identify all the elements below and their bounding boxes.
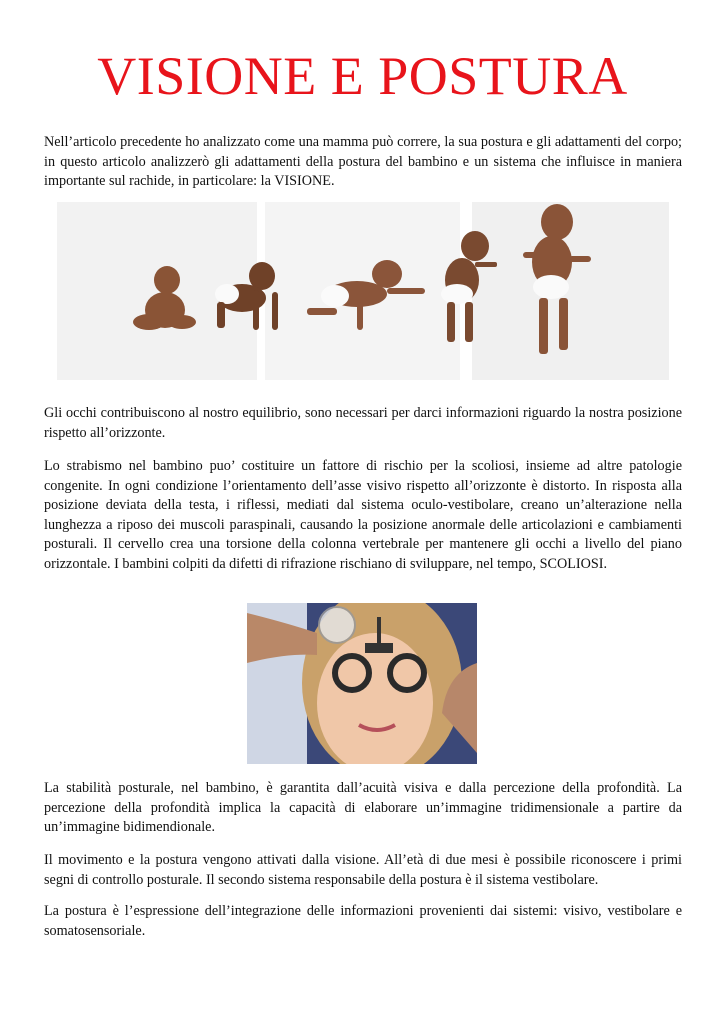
paragraph-stability: La stabilità posturale, nel bambino, è garantita dall’acuità visiva e dalla percezione della profondità. La percezione della profondità implica la capacità di elaborare un’immagine tridimensionale a partire da un’immagine bidimendionale. (44, 780, 682, 836)
paragraph-equilibrium: Gli occhi contribuiscono al nostro equilibrio, sono necessari per darci informazioni riguardo la nostra posizione rispetto all’orizzonte. (44, 405, 682, 441)
baby-development-photo (57, 202, 669, 380)
paragraph-intro: Nell’articolo precedente ho analizzato come una mamma può correre, la sua postura e gli adattamenti del corpo; in questo articolo analizzerò gli adattamenti della postura del bambino e un sistema che influisce in maniera importante sul rachide, in particolare: la VISIONE. (44, 134, 682, 190)
paragraph-integration: La postura è l’espressione dell’integrazione delle informazioni provenienti dai sistemi: visivo, vestibolare e somatosensoriale. (44, 903, 682, 939)
paragraph-movement: Il movimento e la postura vengono attivati dalla visione. All’età di due mesi è possibile riconoscere i primi segni di controllo posturale. Il secondo sistema responsabile della postura è il sistema vestibolare. (44, 852, 682, 888)
child-eye-exam-photo (247, 603, 477, 764)
page-title: VISIONE E POSTURA (97, 46, 628, 106)
paragraph-strabismus: Lo strabismo nel bambino puo’ costituire un fattore di rischio per la scoliosi, insieme ad altre patologie congenite. In ogni condizione l’orientamento dell’asse visivo rispetto all’orizzonte è distorto. In risposta alla posizione deviata della testa, i riflessi, mediati dal sistema oculo-vestibolare, creano un’alterazione nella lunghezza a riposo dei muscoli paraspinali, causando la posizione anormale delle articolazioni e cambiamenti posturali. Il cervello crea una torsione della colonna vertebrale per mantenere gli occhi a livello del piano orizzontale. I bambini colpiti da difetti di rifrazione rischiano di sviluppare, nel tempo, SCOLIOSI. (44, 458, 682, 572)
